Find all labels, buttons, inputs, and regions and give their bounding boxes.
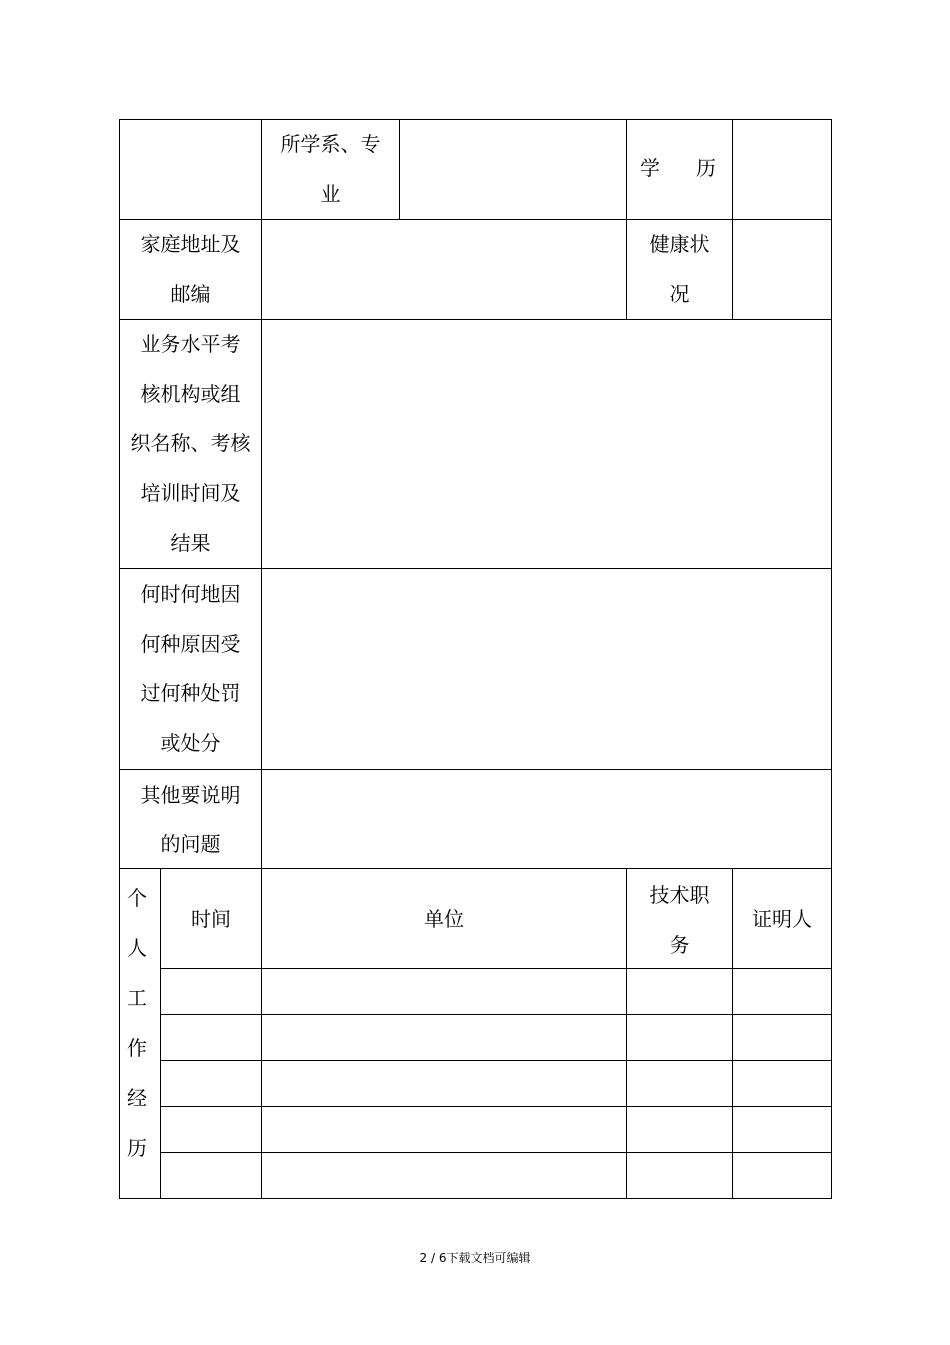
other-label [120,769,261,868]
address-label-line1: 家庭地址及 [140,232,241,256]
punishment-label-line: 或处分 [160,731,221,755]
education-label-char-b: 历 [696,156,716,180]
witness-cell[interactable] [733,1107,831,1152]
witness-cell[interactable] [733,1153,831,1198]
unit-cell[interactable] [262,1153,626,1198]
time-cell[interactable] [161,1153,261,1198]
education-label [627,119,732,219]
header-title-line1: 技术职 [649,883,710,907]
other-value[interactable] [262,770,831,868]
witness-cell[interactable] [733,1061,831,1106]
table-border-right [831,119,832,1199]
address-value[interactable] [262,220,626,319]
department-label-line1: 所学系、专 [280,132,381,156]
assessment-label-line: 结果 [170,531,211,555]
department-label-line2: 业 [320,182,341,206]
health-label-line2: 况 [669,282,690,306]
assessment-label-line: 业务水平考 [140,332,241,356]
header-witness: 证明人 [752,907,812,931]
table-row [161,1153,831,1198]
health-label-line1: 健康状 [649,232,710,256]
title-cell[interactable] [627,1107,732,1152]
assessment-label-line: 织名称、考核 [130,431,251,455]
side-label-char: 工 [127,986,147,1010]
header-unit: 单位 [424,907,464,931]
time-cell[interactable] [161,1061,261,1106]
department-value[interactable] [400,120,626,219]
unit-cell[interactable] [262,1015,626,1060]
health-label [627,219,732,319]
education-label-char-a: 学 [640,156,660,180]
header-time: 时间 [191,907,231,931]
time-cell[interactable] [161,969,261,1014]
assessment-label-line: 培训时间及 [140,481,241,505]
time-cell[interactable] [161,1015,261,1060]
work-history-side-label [120,869,160,1198]
side-label-char: 个 [127,886,147,910]
blank-cell[interactable] [120,120,261,219]
unit-cell[interactable] [262,1107,626,1152]
time-cell[interactable] [161,1107,261,1152]
assessment-value[interactable] [262,320,831,568]
punishment-label [120,568,261,769]
punishment-value[interactable] [262,569,831,769]
address-label [120,219,261,319]
table-row [161,1015,831,1060]
punishment-label-line: 何种原因受 [140,632,241,656]
title-cell[interactable] [627,1061,732,1106]
unit-cell[interactable] [262,1061,626,1106]
title-cell[interactable] [627,1153,732,1198]
department-label [262,119,399,219]
table-border-bottom [119,1198,832,1199]
page-footer: 2 / 6下载文档可编辑 [419,1251,531,1265]
other-label-line: 的问题 [160,832,221,856]
title-cell[interactable] [627,1015,732,1060]
side-label-char: 历 [127,1136,147,1160]
unit-cell[interactable] [262,969,626,1014]
side-label-char: 人 [127,936,147,960]
address-label-line2: 邮编 [170,282,211,306]
header-title-line2: 务 [669,933,690,957]
witness-cell[interactable] [733,969,831,1014]
side-label-char: 作 [127,1036,147,1060]
table-row [161,1061,831,1106]
education-value[interactable] [733,120,831,219]
table-row [161,1107,831,1152]
assessment-label [120,319,261,568]
assessment-label-line: 核机构或组 [140,382,241,406]
side-label-char: 经 [127,1086,147,1110]
title-cell[interactable] [627,969,732,1014]
table-row [161,969,831,1014]
witness-cell[interactable] [733,1015,831,1060]
punishment-label-line: 过何种处罚 [140,681,241,705]
punishment-label-line: 何时何地因 [140,582,241,606]
health-value[interactable] [733,220,831,319]
other-label-line: 其他要说明 [140,783,241,807]
